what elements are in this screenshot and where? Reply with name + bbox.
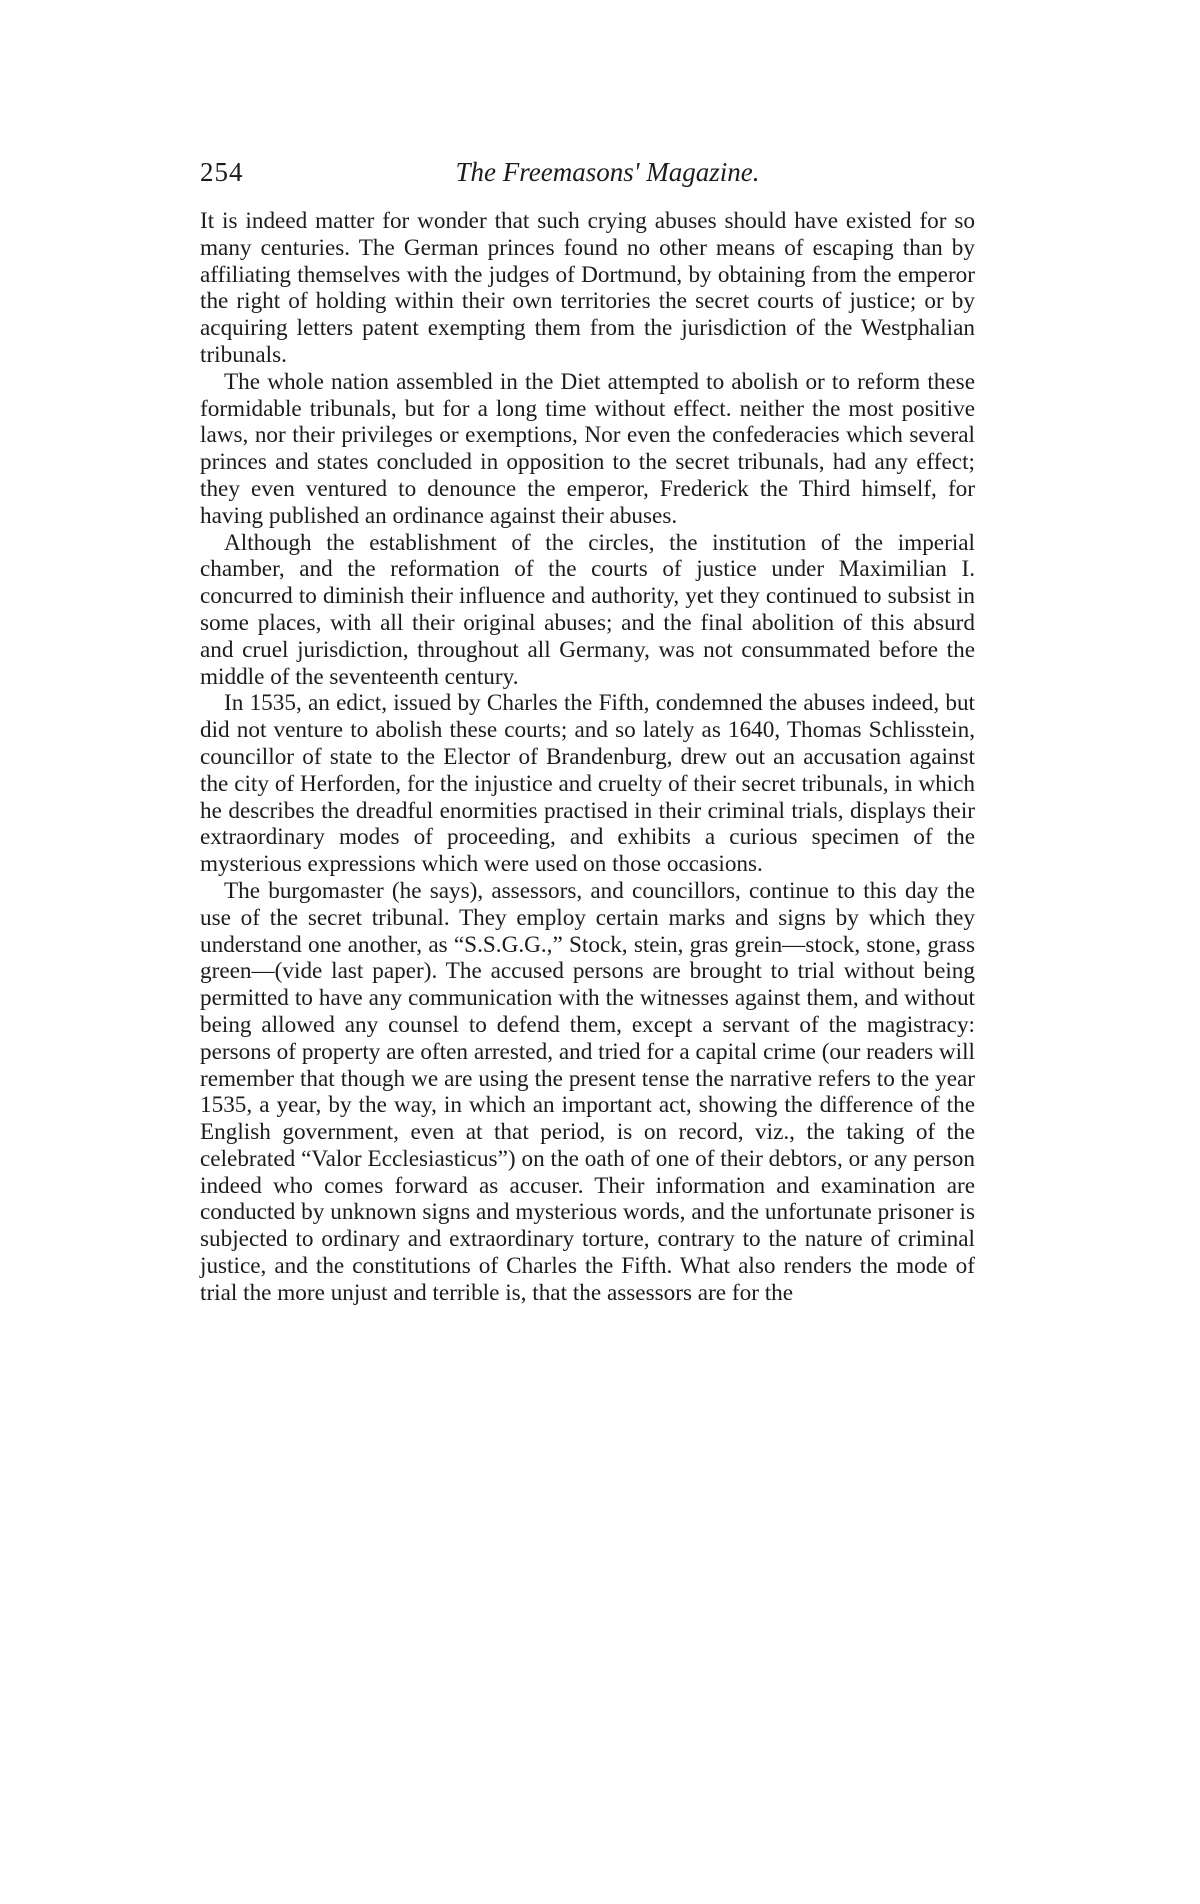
page-header: [200, 152, 975, 192]
paragraph-3: Although the establishment of the circles, the institution of the imperial chamber, and the reformation of the courts of justice under Maximilian I. concurred to diminish their influence and authority, yet they continued to subsist in some places, with all their original abuses; and the final abolition of this absurd and cruel jurisdiction, throughout all Germany, was not consummated before the middle of the seventeenth century.: [200, 529, 975, 690]
page-number: 254: [200, 157, 244, 187]
article-body: [200, 208, 975, 1307]
paragraph-4: In 1535, an edict, issued by Charles the Fifth, condemned the abuses indeed, but did not venture to abolish these courts; and so lately as 1640, Thomas Schlisstein, councillor of state to the Elector of Brandenburg, drew out an accusation against the city of Herforden, for the injustice and cruelty of their secret tribunals, in which he describes the dreadful enormities practised in their criminal trials, displays their extraordinary modes of proceeding, and exhibits a curious specimen of the mysterious expressions which were used on those occasions.: [200, 690, 975, 878]
running-title: The Freemasons' Magazine.: [455, 157, 760, 187]
paragraph-1: It is indeed matter for wonder that such crying abuses should have existed for so many centuries. The German princes found no other means of escaping than by affiliating themselves with the judges of Dortmund, by obtaining from the emperor the right of holding within their own territories the secret courts of justice; or by acquiring letters patent exempting them from the jurisdiction of the Westphalian tribunals.: [200, 208, 975, 368]
paragraph-5: The burgomaster (he says), assessors, and councillors, continue to this day the use of the secret tribunal. They employ certain marks and signs by which they understand one another, as “S.S.G.G.,” Stock, stein, gras grein—stock, stone, grass green—(vide last paper). The accused persons are brought to trial without being permitted to have any communication with the witnesses against them, and without being allowed any counsel to defend them, except a servant of the magistracy: persons of property are often arrested, and tried for a capital crime (our readers will remember that though we are using the present tense the narrative refers to the year 1535, a year, by the way, in which an important act, showing the difference of the English government, even at that period, is on record, viz., the taking of the celebrated “Valor Ecclesiasticus”) on the oath of one of their debtors, or any person indeed who comes forward as accuser. Their information and examination are conducted by unknown signs and mysterious words, and the unfortunate prisoner is subjected to ordinary and extraordinary torture, contrary to the nature of criminal justice, and the constitutions of Charles the Fifth. What also renders the mode of trial the more unjust and terrible is, that the assessors are for the: [200, 877, 975, 1306]
paragraph-2: The whole nation assembled in the Diet attempted to abolish or to reform these formidable tribunals, but for a long time without effect. neither the most positive laws, nor their privileges or exemptions, Nor even the confederacies which several princes and states concluded in opposition to the secret tribunals, had any effect; they even ventured to denounce the emperor, Frederick the Third himself, for having published an ordinance against their abuses.: [200, 368, 975, 529]
